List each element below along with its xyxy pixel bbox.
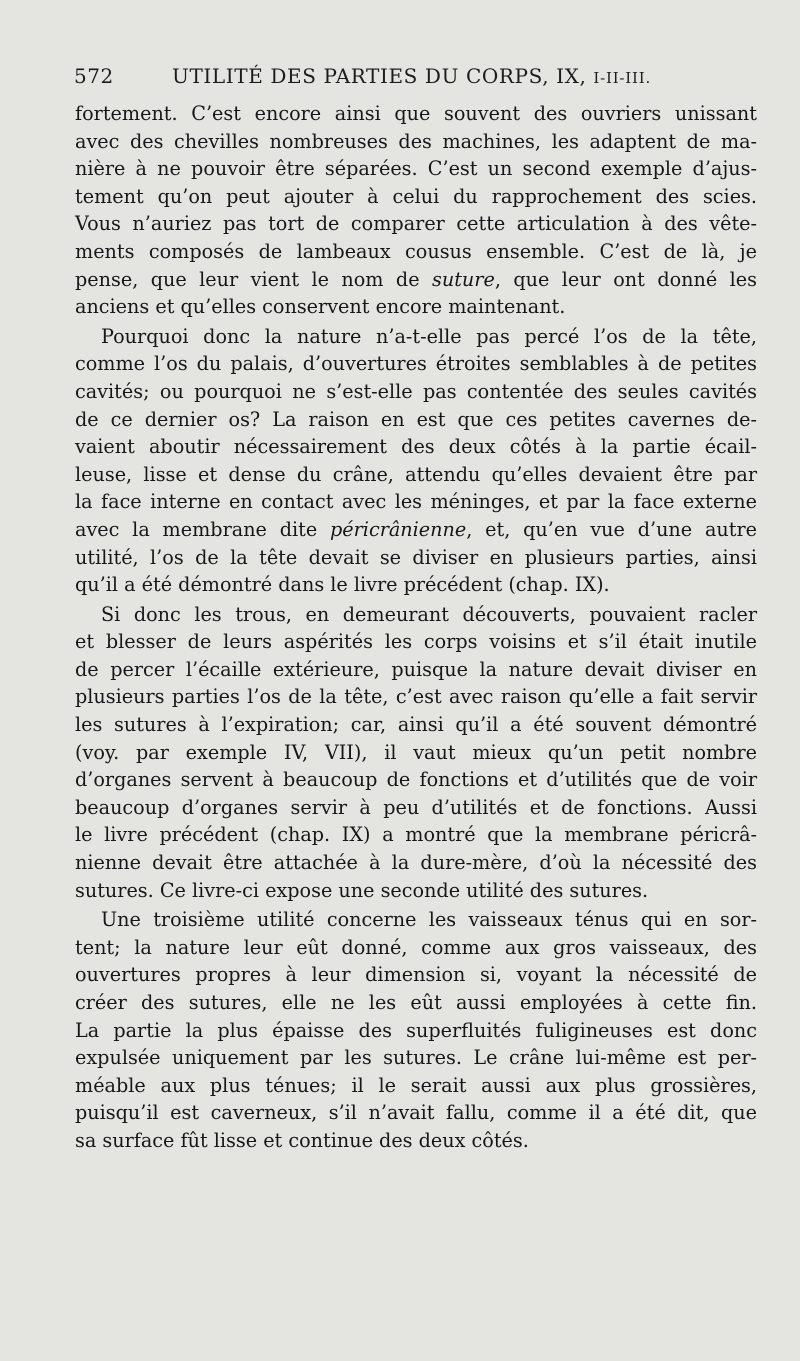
text-line: d’organes servent à beaucoup de fonctions et d’utilités que de voir xyxy=(75,768,757,792)
text-line: tent; la nature leur eût donné, comme aux gros vaisseaux, des xyxy=(75,935,757,959)
text-line: Si donc les trous, en demeurant découverts, pouvaient racler xyxy=(101,602,757,626)
text-line: puisqu’il est caverneux, s’il n’avait fallu, comme il a été dit, que xyxy=(75,1101,757,1125)
paragraph xyxy=(75,906,757,1154)
text-line: ments composés de lambeaux cousus ensemble. C’est de là, je xyxy=(75,239,757,263)
text-line: fortement. C’est encore ainsi que souvent des ouvriers unissant xyxy=(75,102,757,125)
text-line: Vous n’auriez pas tort de comparer cette articulation à des vête- xyxy=(75,212,757,236)
text-line: avec des chevilles nombreuses des machines, les adaptent de ma- xyxy=(75,129,757,153)
text-line: les sutures à l’expiration; car, ainsi qu’il a été souvent démontré xyxy=(75,713,757,737)
text-line: cavités; ou pourquoi ne s’est-elle pas contentée des seules cavités xyxy=(75,379,757,403)
italic-term: suture xyxy=(432,267,495,291)
text-line: avec la membrane dite péricrânienne, et, qu’en vue d’une autre xyxy=(75,517,757,541)
running-title-chapters: I-II-III. xyxy=(593,69,652,87)
text-line: expulsée uniquement par les sutures. Le crâne lui-même est per- xyxy=(75,1046,757,1070)
text-line: ouvertures propres à leur dimension si, voyant la nécessité de xyxy=(75,963,757,987)
running-title-text: UTILITÉ DES PARTIES DU CORPS, IX, xyxy=(172,64,587,88)
running-title xyxy=(172,64,651,88)
text-line: utilité, l’os de la tête devait se diviser en plusieurs parties, ainsi xyxy=(75,545,757,569)
text-line: comme l’os du palais, d’ouvertures étroites semblables à de petites xyxy=(75,352,757,376)
text-line: anciens et qu’elles conservent encore maintenant. xyxy=(75,295,566,319)
text-line: Pourquoi donc la nature n’a-t-elle pas percé l’os de la tête, xyxy=(101,324,757,348)
text-line: pense, que leur vient le nom de suture, que leur ont donné les xyxy=(75,267,757,291)
text-line: leuse, lisse et dense du crâne, attendu qu’elles devaient être par xyxy=(75,462,757,486)
text-line: (voy. par exemple IV, VII), il vaut mieux qu’un petit nombre xyxy=(75,740,757,764)
paragraph xyxy=(75,100,757,321)
body-text xyxy=(75,100,757,1155)
text-line: et blesser de leurs aspérités les corps voisins et s’il était inutile xyxy=(75,630,757,654)
text-line: de percer l’écaille extérieure, puisque la nature devait diviser en xyxy=(75,657,757,681)
text-line: méable aux plus ténues; il le serait aussi aux plus grossières, xyxy=(75,1073,757,1097)
paragraph xyxy=(75,323,757,599)
text-line: créer des sutures, elle ne les eût aussi employées à cette fin. xyxy=(75,991,757,1014)
text-line: tement qu’on peut ajouter à celui du rapprochement des scies. xyxy=(75,184,757,208)
text-line: vaient aboutir nécessairement des deux côtés à la partie écail- xyxy=(75,435,757,459)
page-number: 572 xyxy=(74,64,114,88)
text-line: qu’il a été démontré dans le livre précédent (chap. IX). xyxy=(75,573,610,597)
paragraph xyxy=(75,601,757,905)
text-line: de ce dernier os? La raison en est que ces petites cavernes de- xyxy=(75,407,757,431)
text-line: la face interne en contact avec les méninges, et par la face externe xyxy=(75,490,757,514)
text-line: plusieurs parties l’os de la tête, c’est avec raison qu’elle a fait servir xyxy=(75,685,757,709)
text-line: sutures. Ce livre-ci expose une seconde utilité des sutures. xyxy=(75,878,649,902)
text-line: Une troisième utilité concerne les vaisseaux ténus qui en sor- xyxy=(101,908,757,932)
text-line: sa surface fût lisse et continue des deux côtés. xyxy=(75,1128,529,1152)
text-line: beaucoup d’organes servir à peu d’utilités et de fonctions. Aussi xyxy=(75,795,757,819)
text-line: nière à ne pouvoir être séparées. C’est un second exemple d’ajus- xyxy=(75,157,757,181)
running-header xyxy=(74,60,724,94)
text-line: le livre précédent (chap. IX) a montré que la membrane péricrâ- xyxy=(75,823,757,847)
text-line: nienne devait être attachée à la dure-mère, d’où la nécessité des xyxy=(75,851,757,875)
italic-term: péricrânienne xyxy=(330,517,467,541)
text-line: La partie la plus épaisse des superfluités fuligineuses est donc xyxy=(75,1018,757,1042)
